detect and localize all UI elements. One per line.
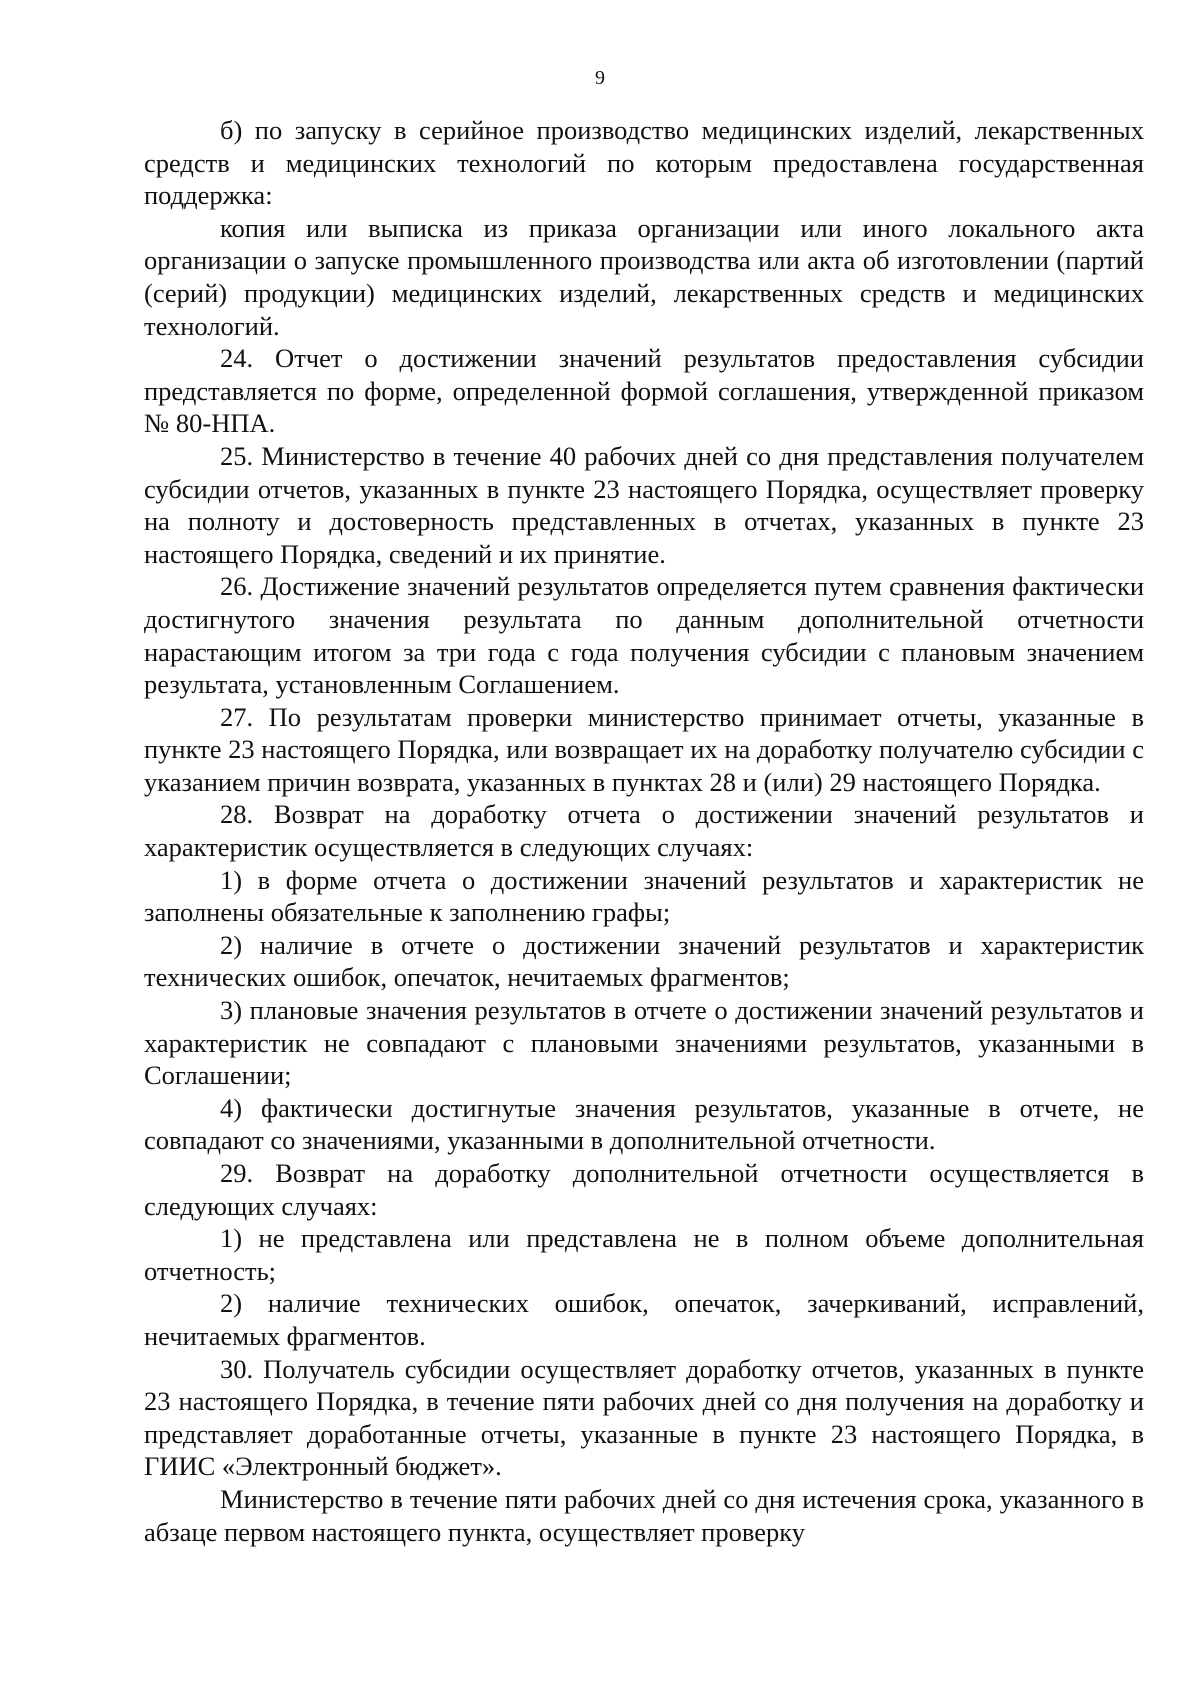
document-body (144, 114, 1144, 1548)
paragraph-copy-or-extract: копия или выписка из приказа организации или иного локального акта организации о запуске промышленного производства или акта об изготовлении (партий (серий) продукции) медицинских изделий, лекарственных средств и медицинских технологий. (144, 212, 1144, 341)
paragraph-28-item-2: 2) наличие в отчете о достижении значений результатов и характеристик технических ошибок, опечаток, нечитаемых фрагментов; (144, 929, 1144, 993)
paragraph-29: 29. Возврат на доработку дополнительной отчетности осуществляется в следующих случаях: (144, 1158, 1144, 1221)
paragraph-b-serial-production: б) по запуску в серийное производство медицинских изделий, лекарственных средств и медицинских технологий по которым предоставлена государственная поддержка: (144, 115, 1144, 211)
paragraph-29-item-2: 2) наличие технических ошибок, опечаток, зачеркиваний, исправлений, нечитаемых фрагментов. (144, 1288, 1144, 1351)
page-number: 9 (595, 67, 605, 89)
paragraph-28-item-1: 1) в форме отчета о достижении значений результатов и характеристик не заполнены обязательные к заполнению графы; (144, 864, 1144, 928)
paragraph-27: 27. По результатам проверки министерство принимает отчеты, указанные в пункте 23 настоящего Порядка, или возвращает их на доработку получателю субсидии с указанием причин возврата, указанных в пунктах 28 и (или) 29 настоящего Порядка. (144, 701, 1144, 797)
paragraph-24: 24. Отчет о достижении значений результатов предоставления субсидии представляется по форме, определенной формой соглашения, утвержденной приказом № 80-НПА. (144, 343, 1144, 439)
paragraph-28: 28. Возврат на доработку отчета о достижении значений результатов и характеристик осуществляется в следующих случаях: (144, 799, 1144, 863)
paragraph-28-item-3: 3) плановые значения результатов в отчете о достижении значений результатов и характеристик не совпадают с плановыми значениями результатов, указанными в Соглашении; (144, 995, 1144, 1091)
paragraph-26: 26. Достижение значений результатов определяется путем сравнения фактически достигнутого значения результата по данным дополнительной отчетности нарастающим итогом за три года с года получения субсидии с плановым значением результата, установленным Соглашением. (144, 571, 1144, 700)
paragraph-29-item-1: 1) не представлена или представлена не в полном объеме дополнительная отчетность; (144, 1223, 1144, 1286)
paragraph-28-item-4: 4) фактически достигнутые значения результатов, указанные в отчете, не совпадают со значениями, указанными в дополнительной отчетности. (144, 1092, 1144, 1156)
paragraph-30: 30. Получатель субсидии осуществляет доработку отчетов, указанных в пункте 23 настоящего Порядка, в течение пяти рабочих дней со дня получения на доработку и представляет доработанные отчеты, указанные в пункте 23 настоящего Порядка, в ГИИС «Электронный бюджет». (144, 1353, 1144, 1482)
paragraph-25: 25. Министерство в течение 40 рабочих дней со дня представления получателем субсидии отчетов, указанных в пункте 23 настоящего Порядка, осуществляет проверку на полноту и достоверность представленных в отчетах, указанных в пункте 23 настоящего Порядка, сведений и их принятие. (144, 440, 1144, 569)
paragraph-30-continuation: Министерство в течение пяти рабочих дней со дня истечения срока, указанного в абзаце первом настоящего пункта, осуществляет проверку (144, 1483, 1144, 1547)
